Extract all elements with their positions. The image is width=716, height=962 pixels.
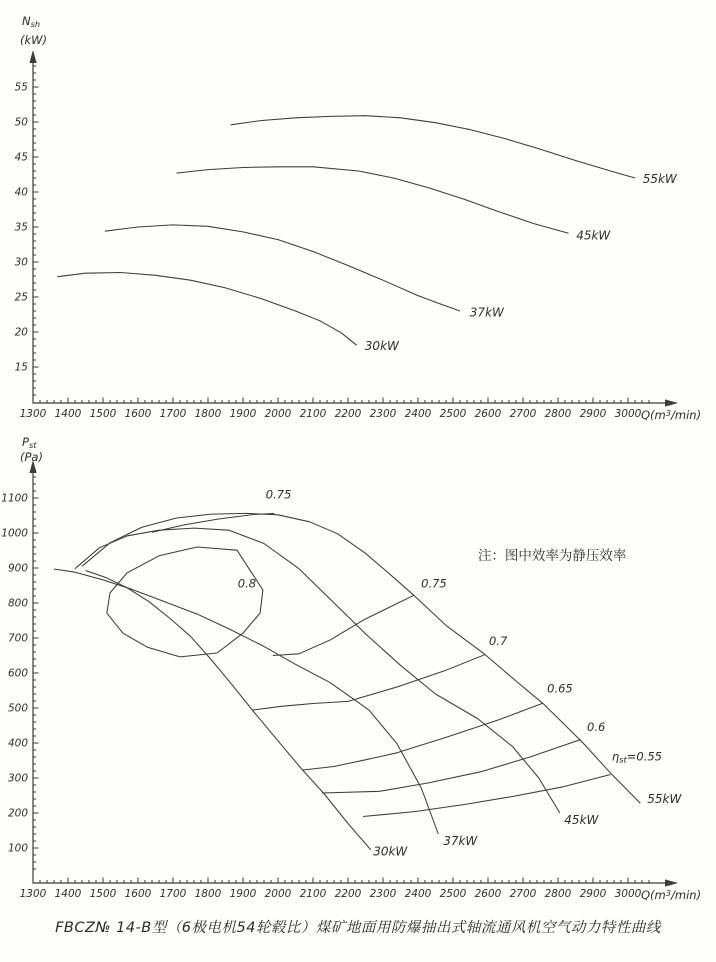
y-tick-label: 800 [7, 597, 28, 610]
y-tick-label: 1100 [1, 492, 28, 505]
x-tick-label: 2400 [404, 408, 432, 420]
curve-label-45kW: 45kW [564, 813, 599, 828]
x-tick-label: 1800 [194, 888, 222, 900]
x-tick-label: 1300 [19, 408, 47, 420]
x-tick-label: 1600 [124, 408, 152, 420]
y-tick-label: 45 [14, 151, 28, 164]
x-axis-title: Q(m3/min) [641, 407, 702, 422]
x-tick-label: 1500 [89, 888, 117, 900]
curve-label-eta-0.55: ηst=0.55 [611, 749, 663, 765]
x-axis-arrow [665, 879, 678, 886]
y-tick-label: 700 [7, 632, 28, 645]
x-tick-label: 2200 [334, 408, 362, 420]
y-axis-unit: (Pa) [20, 450, 43, 464]
y-tick-label: 35 [14, 221, 28, 234]
y-tick-label: 900 [7, 562, 28, 575]
x-tick-label: 1900 [229, 408, 257, 420]
y-tick-label: 40 [14, 186, 28, 199]
x-tick-label: 2800 [544, 888, 572, 900]
x-tick-label: 1600 [124, 888, 152, 900]
x-tick-label: 2100 [299, 888, 327, 900]
x-tick-label: 1700 [159, 888, 187, 900]
x-tick-label: 1900 [229, 888, 257, 900]
curve-eta-0.6 [322, 740, 581, 794]
curve-label-30kW: 30kW [364, 339, 399, 354]
x-tick-label: 1400 [54, 408, 82, 420]
y-tick-label: 20 [14, 326, 28, 339]
curve-eta-0.55 [363, 775, 611, 817]
y-axis-title: Pst [22, 435, 37, 450]
static-pressure-chart [1, 435, 701, 902]
curve-55kW [231, 116, 635, 178]
curve-label-eta-0.65: 0.65 [547, 681, 573, 696]
y-tick-label: 55 [14, 81, 28, 94]
y-tick-label: 30 [14, 256, 28, 269]
x-tick-label: 2900 [579, 888, 607, 900]
x-axis-arrow [665, 399, 678, 406]
y-tick-label: 100 [7, 842, 28, 855]
y-axis-arrow [29, 50, 36, 63]
x-tick-label: 2100 [299, 408, 327, 420]
axis-lines [33, 56, 668, 403]
curve-label-eta-0.75-top: 0.75 [265, 487, 292, 502]
x-tick-label: 2600 [474, 408, 502, 420]
x-tick-label: 2600 [474, 888, 502, 900]
curve-label-37kW: 37kW [443, 834, 478, 849]
y-tick-label: 400 [7, 737, 28, 750]
y-tick-label: 1000 [1, 527, 28, 540]
x-tick-label: 2700 [509, 888, 537, 900]
x-tick-label: 1800 [194, 408, 222, 420]
curve-label-eta-0.8-loop: 0.8 [237, 576, 257, 591]
x-tick-label: 1400 [54, 888, 82, 900]
curve-label-30kW: 30kW [373, 844, 408, 859]
x-tick-label: 2700 [509, 408, 537, 420]
curve-eta-0.8-loop [107, 547, 263, 657]
x-tick-label: 1500 [89, 408, 117, 420]
curve-label-37kW: 37kW [469, 305, 504, 320]
y-tick-label: 600 [7, 667, 28, 680]
efficiency-note: 注：图中效率为静压效率 [477, 547, 627, 564]
curve-label-eta-0.6: 0.6 [587, 720, 606, 735]
x-tick-label: 2400 [404, 888, 432, 900]
curve-label-eta-0.7: 0.7 [489, 634, 508, 648]
curve-45kW [177, 167, 569, 234]
y-tick-label: 300 [7, 772, 28, 785]
curve-30kW [86, 571, 371, 850]
y-tick-label: 50 [14, 116, 28, 129]
curve-37kW [105, 225, 460, 311]
x-axis-title: Q(m3/min) [641, 887, 702, 902]
x-tick-label: 2000 [264, 888, 292, 900]
curve-label-55kW: 55kW [647, 792, 682, 807]
y-axis-unit: (kW) [20, 33, 48, 47]
x-tick-label: 2000 [264, 408, 292, 420]
x-tick-label: 3000 [614, 408, 642, 420]
x-tick-label: 2500 [439, 408, 467, 420]
x-tick-label: 2900 [579, 408, 607, 420]
curve-label-45kW: 45kW [576, 228, 611, 243]
x-tick-label: 1700 [159, 408, 187, 420]
x-tick-label: 2200 [334, 888, 362, 900]
x-tick-label: 2500 [439, 888, 467, 900]
curve-30kW [58, 273, 357, 346]
y-tick-label: 500 [7, 702, 28, 715]
curve-eta-0.65 [303, 703, 543, 770]
shaft-power-chart [15, 14, 701, 422]
y-tick-label: 15 [14, 361, 28, 374]
x-tick-label: 2800 [544, 408, 572, 420]
curve-eta-0.75-right [273, 595, 414, 655]
y-tick-label: 200 [7, 807, 28, 820]
x-tick-label: 3000 [614, 888, 642, 900]
y-axis-title: Nsh [22, 14, 41, 29]
curve-label-55kW: 55kW [642, 171, 677, 186]
x-tick-label: 2300 [369, 408, 397, 420]
figure-caption: FBCZ№ 14-B型（6极电机54轮毂比）煤矿地面用防爆抽出式轴流通风机空气动力特性曲线 [55, 920, 661, 936]
y-tick-label: 25 [14, 291, 28, 304]
x-tick-label: 1300 [19, 888, 47, 900]
curve-label-eta-0.75-right: 0.75 [421, 576, 447, 591]
x-tick-label: 2300 [369, 888, 397, 900]
